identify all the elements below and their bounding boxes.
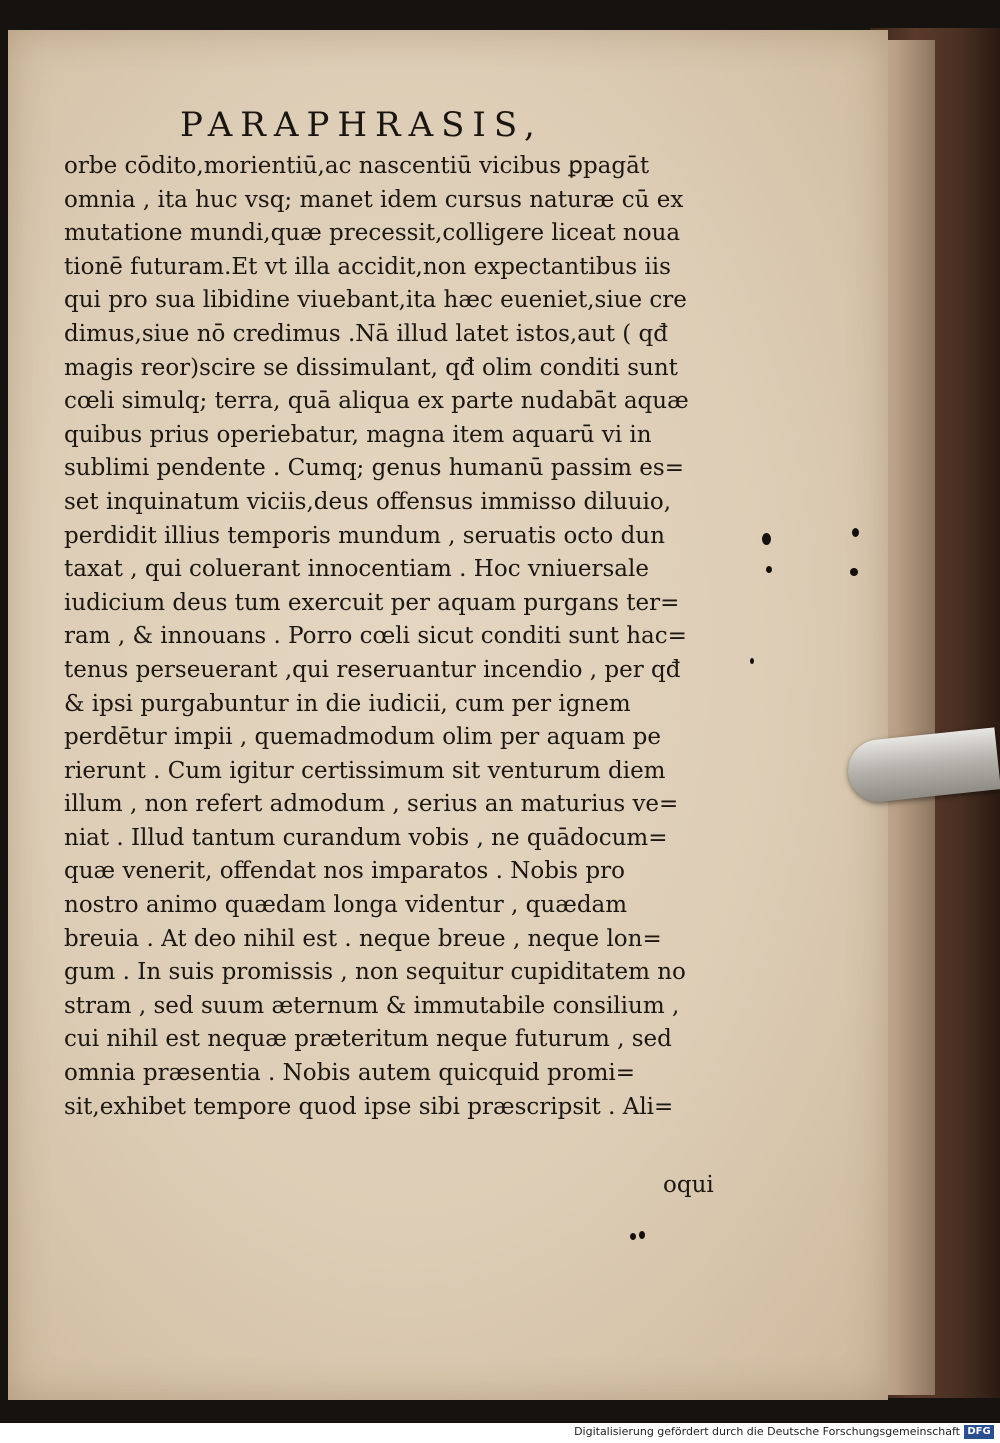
text-line: quibus prius operiebatur, magna item aquarū vi in [64, 421, 652, 448]
text-line: qui pro sua libidine viuebant,ita hæc eueniet,siue cre [64, 287, 687, 314]
text-line: ram , & innouans . Porro cœli sicut conditi sunt hac= [64, 623, 687, 650]
text-line: breuia . At deo nihil est . neque breue , neque lon= [64, 925, 662, 952]
ink-spot [762, 533, 771, 545]
text-line: & ipsi purgabuntur in die iudicii, cum per ignem [64, 690, 631, 717]
text-line: omnia præsentia . Nobis autem quicquid promi= [64, 1060, 636, 1087]
text-line: niat . Illud tantum curandum vobis , ne quādocum= [64, 824, 668, 851]
ink-spot [766, 566, 772, 573]
text-line: set inquinatum viciis,deus offensus immisso diluuio, [64, 488, 672, 515]
text-line: sit,exhibet tempore quod ipse sibi præscripsit . Ali= [64, 1093, 674, 1120]
ink-spot [850, 568, 858, 576]
text-line: cœli simulq; terra, quā aliqua ex parte nudabāt aquæ [64, 388, 689, 415]
text-line: tionē futuram.Et vt illa accidit,non expectantibus iis [64, 253, 671, 280]
ink-spot [852, 528, 859, 537]
text-line: rierunt . Cum igitur certissimum sit venturum diem [64, 757, 666, 784]
text-line: perdidit illius temporis mundum , seruatis octo dun [64, 522, 665, 549]
text-line: cui nihil est nequæ præteritum neque futurum , sed [64, 1026, 672, 1053]
ink-spot [630, 1233, 636, 1240]
text-line: nostro animo quædam longa videntur , quædam [64, 892, 628, 919]
text-line: illum , non refert admodum , serius an maturius ve= [64, 791, 679, 818]
ink-spot [639, 1231, 645, 1239]
running-head: PARAPHRASIS, [180, 105, 543, 145]
text-line: stram , sed suum æternum & immutabile consilium , [64, 992, 680, 1019]
text-line: sublimi pendente . Cumq; genus humanū passim es= [64, 455, 684, 482]
catchword: oqui [663, 1172, 714, 1198]
text-line: perdētur impii , quemadmodum olim per aquam pe [64, 724, 662, 751]
text-line: magis reor)scire se dissimulant, qđ olim conditi sunt [64, 354, 678, 381]
page-body-text [64, 150, 764, 1124]
text-line: omnia , ita huc vsq; manet idem cursus naturæ cū ex [64, 186, 684, 213]
ink-spot [750, 658, 754, 664]
text-line: iudicium deus tum exercuit per aquam purgans ter= [64, 589, 680, 616]
funding-credit: Digitalisierung gefördert durch die Deutsche Forschungsgemeinschaft [574, 1425, 960, 1438]
text-line: orbe cōdito,morientiū,ac nascentiū vicibus ꝑpagāt [64, 153, 650, 179]
dfg-logo-icon: DFG [964, 1425, 994, 1439]
text-line: gum . In suis promissis , non sequitur cupiditatem no [64, 959, 686, 986]
text-line: tenus perseuerant ,qui reseruantur incendio , per qđ [64, 656, 681, 683]
text-line: dimus,siue nō credimus .Nā illud latet istos,aut ( qđ [64, 320, 669, 347]
text-line: taxat , qui coluerant innocentiam . Hoc vniuersale [64, 556, 649, 583]
text-line: mutatione mundi,quæ precessit,colligere liceat noua [64, 220, 681, 247]
text-line: quæ venerit, offendat nos imparatos . Nobis pro [64, 858, 625, 885]
